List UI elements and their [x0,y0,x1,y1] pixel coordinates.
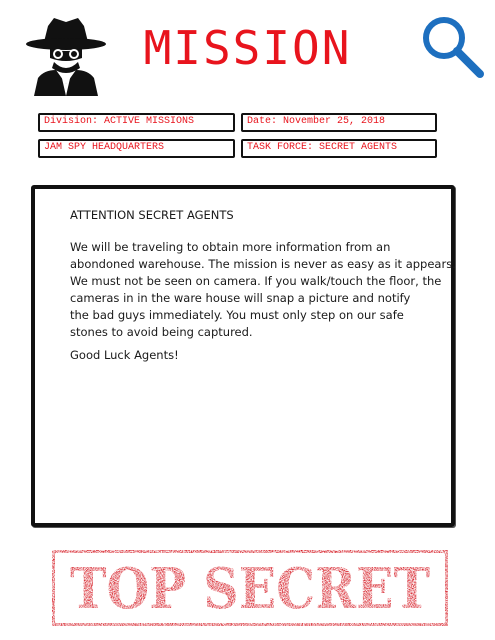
division-field: Division: ACTIVE MISSIONS [38,113,235,132]
briefing-line: the bad guys immediately. You must only step on our safe [70,308,404,322]
page-title: MISSION [143,21,352,75]
search-icon[interactable] [420,14,486,80]
stamp-text: TOP SECRET [70,556,431,622]
briefing-body [70,239,456,341]
briefing-line: abondoned warehouse. The mission is never as easy as it appears. [70,257,456,271]
date-field: Date: November 25, 2018 [241,113,437,132]
task-force-field: TASK FORCE: SECRET AGENTS [241,139,437,158]
briefing-heading: ATTENTION SECRET AGENTS [70,208,234,222]
briefing-line: We must not be seen on camera. If you walk/touch the floor, the [70,274,442,288]
briefing-line: stones to avoid being captured. [70,325,253,339]
briefing-line: We will be traveling to obtain more information from an [70,240,391,254]
top-secret-stamp [48,546,452,630]
briefing-signoff: Good Luck Agents! [70,348,179,362]
headquarters-field: JAM SPY HEADQUARTERS [38,139,235,158]
briefing-line: cameras in in the ware house will snap a picture and notify [70,291,411,305]
